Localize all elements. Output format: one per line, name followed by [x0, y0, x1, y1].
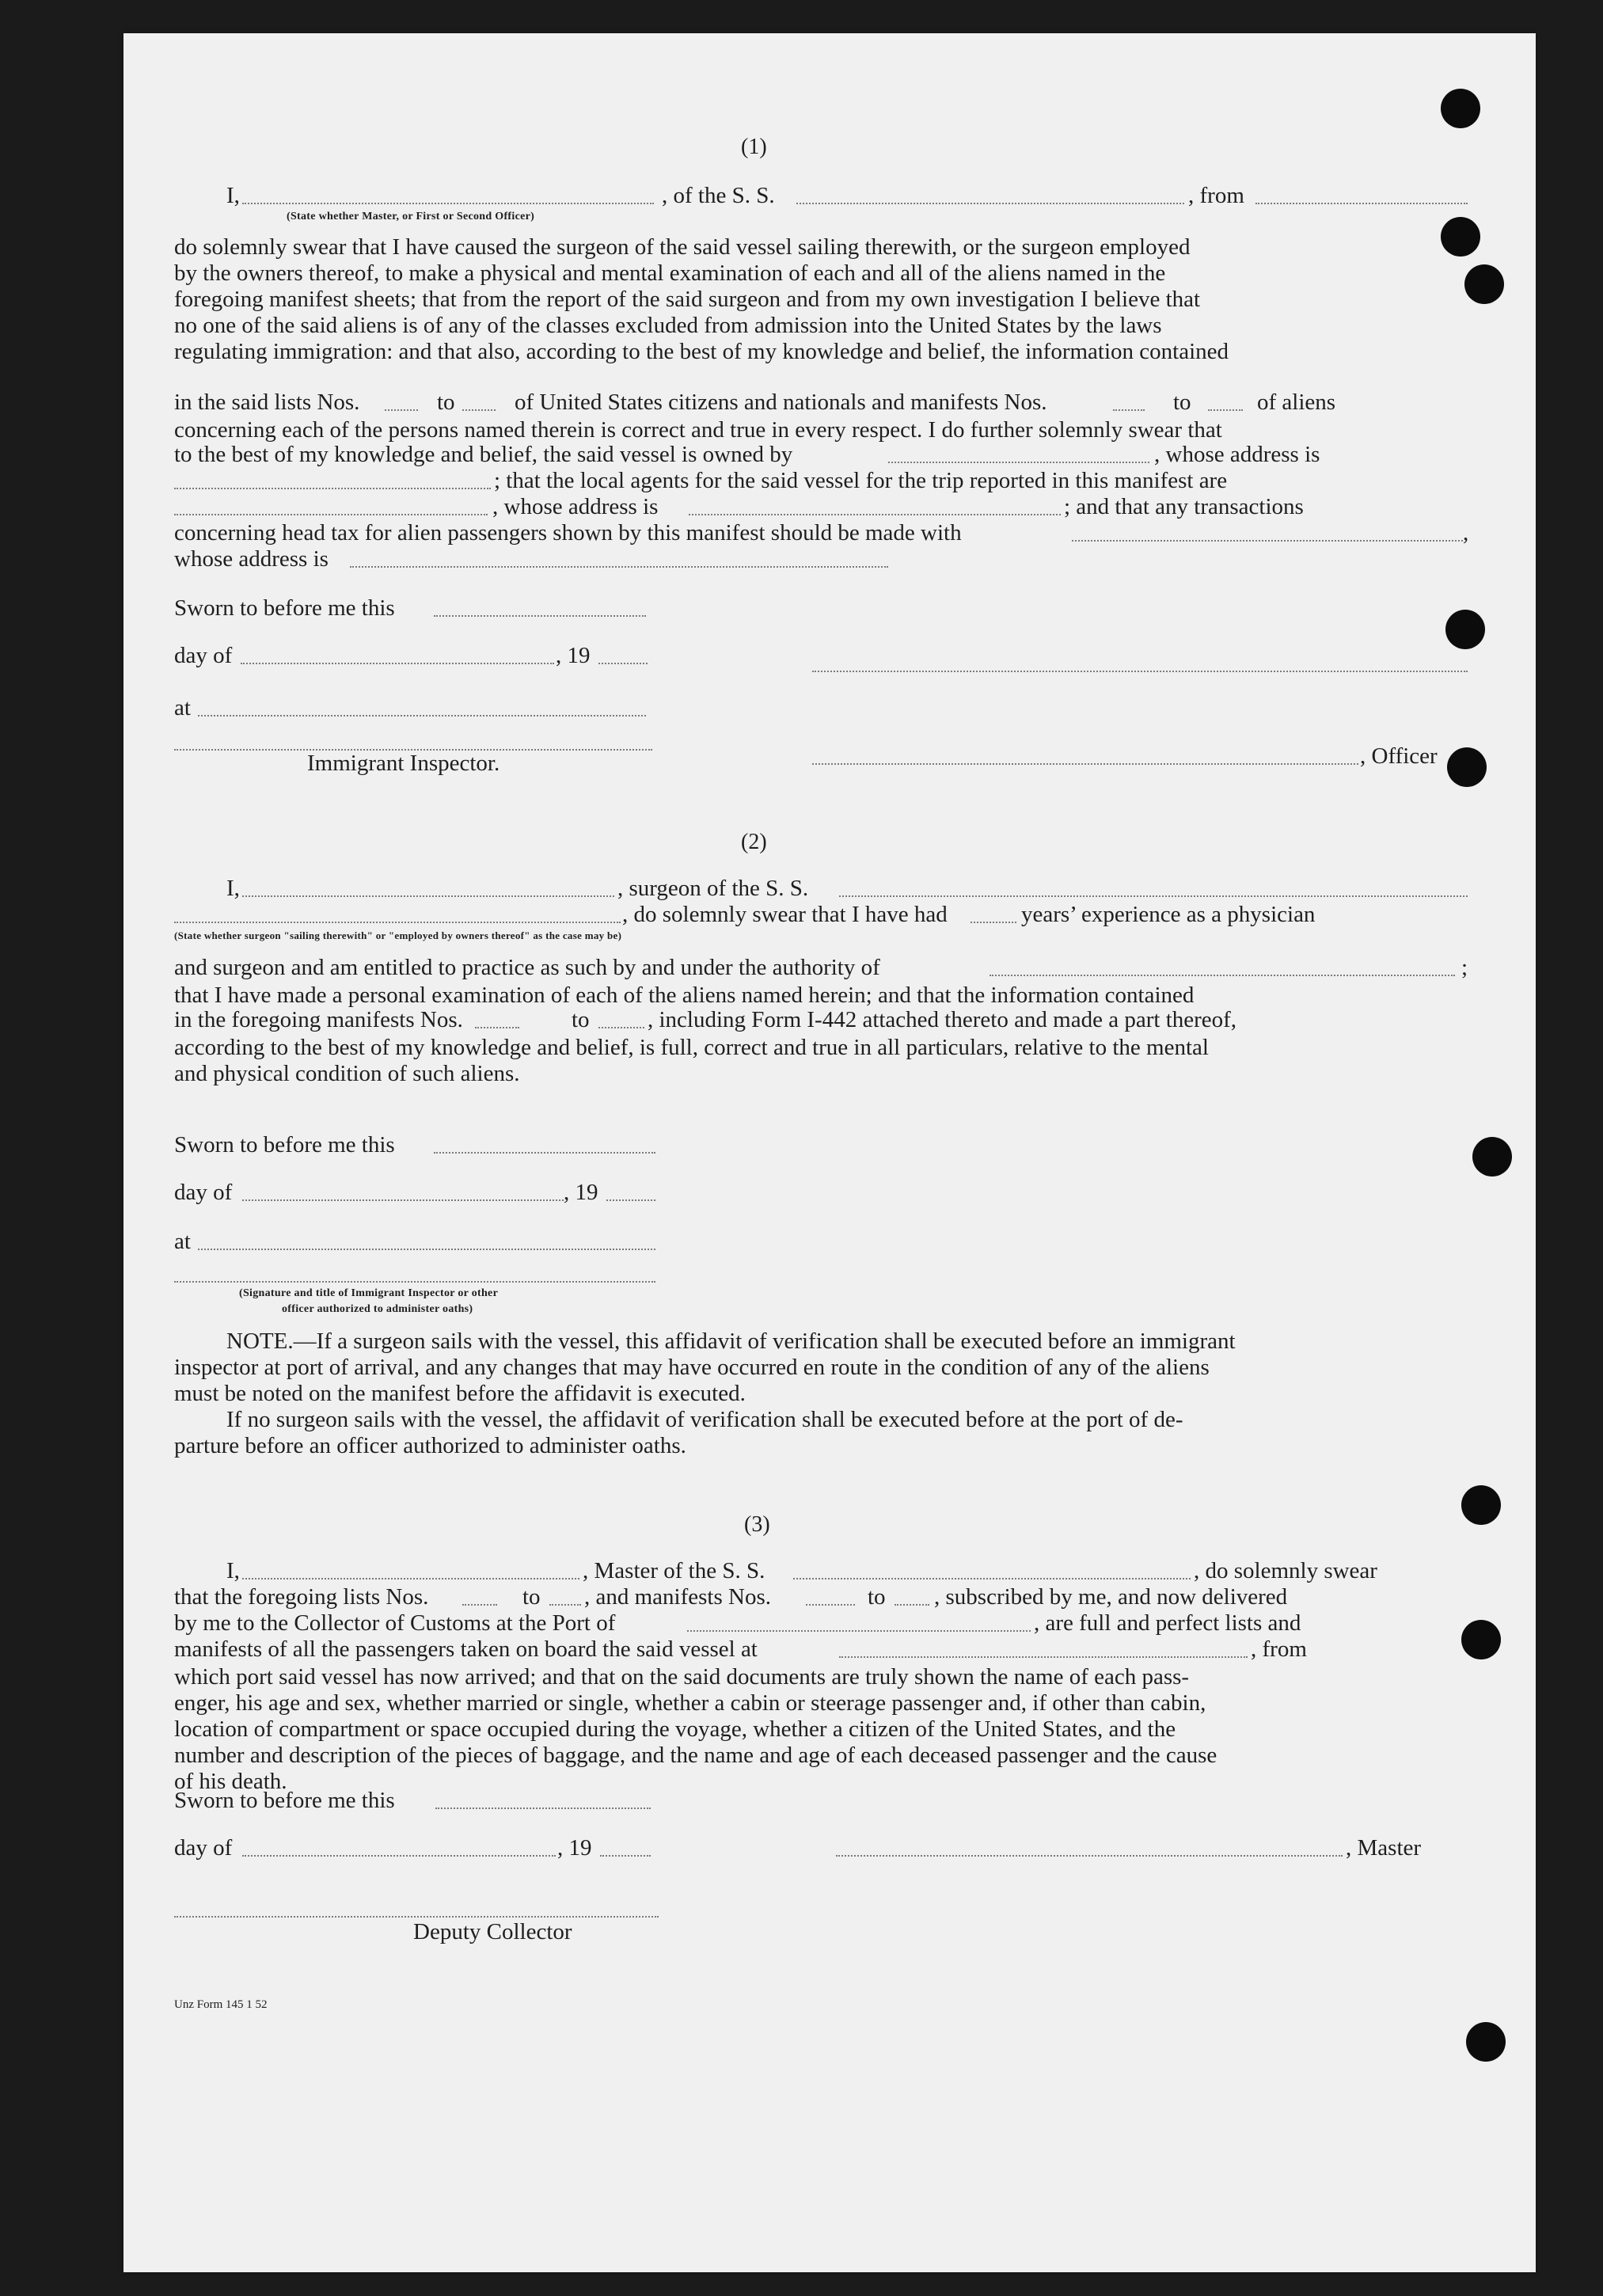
to-label: to	[437, 390, 455, 415]
sworn-label: Sworn to before me this	[174, 1132, 395, 1158]
manifests-nos-label: , and manifests Nos.	[584, 1584, 771, 1610]
transactions-label: ; and that any transactions	[1064, 494, 1304, 519]
surgeon-note: (State whether surgeon "sailing therewith" or "employed by owners thereof" as the case may be)	[174, 929, 622, 941]
of-ss-label: , of the S. S.	[662, 183, 775, 208]
to-label-2: to	[868, 1584, 886, 1610]
punch-hole	[1472, 1137, 1512, 1177]
subscribed-label: , subscribed by me, and now delivered	[934, 1584, 1288, 1610]
sworn-date-field[interactable]	[434, 1152, 655, 1154]
surgeon-ship-field[interactable]	[839, 895, 1468, 897]
year-label: , 19	[556, 643, 591, 668]
authority-label: and surgeon and am entitled to practice as such by and under the authority of	[174, 955, 880, 980]
body-line: foregoing manifest sheets; that from the report of the said surgeon and from my own investigation I believe that	[174, 287, 1201, 312]
surgeon-status-field[interactable]	[174, 922, 621, 923]
body-line: regulating immigration: and that also, according to the best of my knowledge and belief, the information contained	[174, 339, 1229, 364]
lists-label: in the said lists Nos.	[174, 390, 360, 415]
owner-field[interactable]	[888, 462, 1149, 463]
surgeon-name-field[interactable]	[242, 895, 614, 897]
head-tax-address-field[interactable]	[350, 566, 888, 568]
note-paragraph	[174, 1329, 1468, 1459]
agent-name-field[interactable]	[174, 514, 488, 515]
agent-address-label: , whose address is	[492, 494, 659, 519]
from-label: , from	[1188, 183, 1244, 208]
body-line: location of compartment or space occupied during the voyage, whether a citizen of the United States, and the	[174, 1716, 1176, 1742]
manifests-from-field[interactable]	[806, 1604, 855, 1606]
section-1-number: (1)	[741, 135, 767, 159]
manifests-to-field[interactable]	[1208, 409, 1243, 411]
sworn-label: Sworn to before me this	[174, 595, 395, 621]
master-ship-field[interactable]	[793, 1578, 1191, 1579]
years-field[interactable]	[971, 922, 1016, 923]
master-label: , Master	[1346, 1835, 1422, 1861]
pronoun-i: I,	[226, 183, 240, 208]
section-1-body-2	[174, 417, 1468, 443]
punch-hole	[1464, 264, 1504, 304]
officer-title-field[interactable]	[242, 203, 654, 204]
to-label: to	[572, 1007, 590, 1032]
year-field[interactable]	[598, 663, 648, 664]
year-label: , 19	[564, 1180, 598, 1205]
swear-label: , do solemnly swear that I have had	[622, 902, 948, 927]
body-line: do solemnly swear that I have caused the surgeon of the said vessel sailing therewith, or the surgeon employed	[174, 234, 1191, 260]
punch-hole	[1447, 747, 1487, 787]
body-line: that I have made a personal examination of each of the aliens named herein; and that the information contained	[174, 983, 1195, 1008]
inspector-signature-field[interactable]	[174, 1281, 655, 1283]
note-line: parture before an officer authorized to administer oaths.	[174, 1433, 686, 1458]
to-label-2: to	[1173, 390, 1191, 415]
citizens-label: of United States citizens and nationals and manifests Nos.	[515, 390, 1047, 415]
lists-from-field[interactable]	[385, 409, 418, 411]
day-of-label: day of	[174, 1180, 233, 1205]
sworn-date-field[interactable]	[434, 615, 646, 617]
note-line: If no surgeon sails with the vessel, the affidavit of verification shall be executed before at the port of de-	[226, 1407, 1183, 1432]
semicolon: ;	[1461, 955, 1468, 980]
officer-name-field[interactable]	[812, 763, 1358, 765]
body-line: which port said vessel has now arrived; and that on the said documents are truly shown the name of each pass-	[174, 1664, 1190, 1690]
section-2-body	[174, 983, 1468, 1009]
year-label: , 19	[557, 1835, 592, 1861]
boarding-port-field[interactable]	[839, 1656, 1248, 1658]
sworn-label: Sworn to before me this	[174, 1788, 395, 1813]
body-line: and physical condition of such aliens.	[174, 1061, 520, 1086]
at-label: at	[174, 1229, 191, 1254]
owned-by-label: to the best of my knowledge and belief, the said vessel is owned by	[174, 442, 793, 467]
section-3-body	[174, 1664, 1468, 1795]
section-2-number: (2)	[741, 830, 767, 854]
of-aliens-label: of aliens	[1257, 390, 1336, 415]
officer-label: , Officer	[1360, 743, 1438, 769]
perfect-lists-label: , are full and perfect lists and	[1034, 1610, 1301, 1636]
month-field[interactable]	[242, 1199, 564, 1201]
punch-hole	[1445, 610, 1485, 649]
agents-label: ; that the local agents for the said vessel for the trip reported in this manifest are	[494, 468, 1228, 493]
collector-label: by me to the Collector of Customs at the Port of	[174, 1610, 616, 1636]
port-field[interactable]	[687, 1630, 1031, 1632]
officer-note: (State whether Master, or First or Second Officer)	[287, 211, 535, 222]
manifests-from-field[interactable]	[1113, 409, 1145, 411]
master-signature-field[interactable]	[836, 1855, 1343, 1857]
year-field[interactable]	[600, 1855, 651, 1857]
ship-name-field[interactable]	[796, 203, 1184, 204]
comma: ,	[1463, 520, 1469, 545]
section-2-body-2	[174, 1035, 1468, 1087]
punch-hole	[1441, 89, 1480, 128]
form-number: Unz Form 145 1 52	[174, 1998, 268, 2011]
day-of-label: day of	[174, 1835, 233, 1861]
day-of-label: day of	[174, 643, 233, 668]
swear-label: , do solemnly swear	[1194, 1558, 1377, 1583]
inspector-label: Immigrant Inspector.	[307, 751, 500, 776]
manifests-to-field[interactable]	[895, 1604, 929, 1606]
head-tax-contact-field[interactable]	[1072, 540, 1463, 542]
punch-hole	[1466, 2022, 1506, 2062]
pronoun-i: I,	[226, 1558, 240, 1583]
at-label: at	[174, 695, 191, 720]
master-name-field[interactable]	[242, 1578, 579, 1579]
from-port-field[interactable]	[1255, 203, 1468, 204]
sworn-date-field[interactable]	[435, 1808, 651, 1809]
month-field[interactable]	[241, 663, 554, 664]
lists-from-field[interactable]	[462, 1604, 497, 1606]
year-field[interactable]	[606, 1199, 655, 1201]
manifests-from-field[interactable]	[475, 1027, 519, 1028]
body-line: by the owners thereof, to make a physical and mental examination of each and all of the aliens named in the	[174, 260, 1166, 286]
body-line: no one of the said aliens is of any of the classes excluded from admission into the United States by the laws	[174, 313, 1162, 338]
note-line: NOTE.—If a surgeon sails with the vessel, this affidavit of verification shall be executed before an immigrant	[226, 1329, 1236, 1354]
note-line: must be noted on the manifest before the affidavit is executed.	[174, 1381, 746, 1406]
body-line: number and description of the pieces of baggage, and the name and age of each deceased passenger and the cause	[174, 1743, 1217, 1768]
lists-to-field[interactable]	[462, 409, 496, 411]
at-place-field[interactable]	[198, 715, 646, 717]
from-label: , from	[1251, 1636, 1307, 1662]
whose-address-label-2: whose address is	[174, 546, 329, 572]
signature-note: (Signature and title of Immigrant Inspector or other	[239, 1287, 499, 1299]
at-place-field[interactable]	[198, 1249, 655, 1250]
deputy-collector-label: Deputy Collector	[413, 1919, 572, 1944]
form-i442-label: , including Form I-442 attached thereto and made a part thereof,	[648, 1007, 1237, 1032]
punch-hole	[1461, 1485, 1501, 1525]
body-line: according to the best of my knowledge and belief, is full, correct and true in all particulars, relative to the mental	[174, 1035, 1209, 1060]
collector-signature-field[interactable]	[174, 1916, 659, 1918]
body-line: of his death.	[174, 1769, 287, 1794]
signature-note: officer authorized to administer oaths)	[282, 1303, 473, 1315]
manifests-to-field[interactable]	[598, 1027, 644, 1028]
whose-address-label: , whose address is	[1154, 442, 1320, 467]
to-label: to	[522, 1584, 541, 1610]
section-3-number: (3)	[744, 1512, 770, 1537]
pronoun-i: I,	[226, 876, 240, 901]
foregoing-lists-label: that the foregoing lists Nos.	[174, 1584, 429, 1610]
years-experience-label: years’ experience as a physician	[1021, 902, 1316, 927]
owner-address-field[interactable]	[174, 488, 491, 489]
note-line: inspector at port of arrival, and any changes that may have occurred en route in the condition of any of the aliens	[174, 1355, 1210, 1380]
punch-hole	[1461, 1620, 1501, 1659]
head-tax-label: concerning head tax for alien passengers shown by this manifest should be made with	[174, 520, 962, 545]
agent-address-field[interactable]	[689, 514, 1061, 515]
authority-field[interactable]	[990, 975, 1455, 976]
surgeon-of-label: , surgeon of the S. S.	[617, 876, 809, 901]
lists-to-field[interactable]	[549, 1604, 581, 1606]
document-page	[123, 33, 1536, 2272]
manifests-nos-label: in the foregoing manifests Nos.	[174, 1007, 463, 1032]
body-line: enger, his age and sex, whether married or single, whether a cabin or steerage passenger and, if other than cabin,	[174, 1690, 1206, 1716]
officer-signature-field[interactable]	[812, 671, 1468, 672]
month-field[interactable]	[242, 1855, 556, 1857]
master-of-label: , Master of the S. S.	[583, 1558, 765, 1583]
body-line: concerning each of the persons named therein is correct and true in every respect. I do further solemnly swear that	[174, 417, 1222, 443]
section-1-body	[174, 234, 1468, 365]
taken-on-board-label: manifests of all the passengers taken on board the said vessel at	[174, 1636, 758, 1662]
